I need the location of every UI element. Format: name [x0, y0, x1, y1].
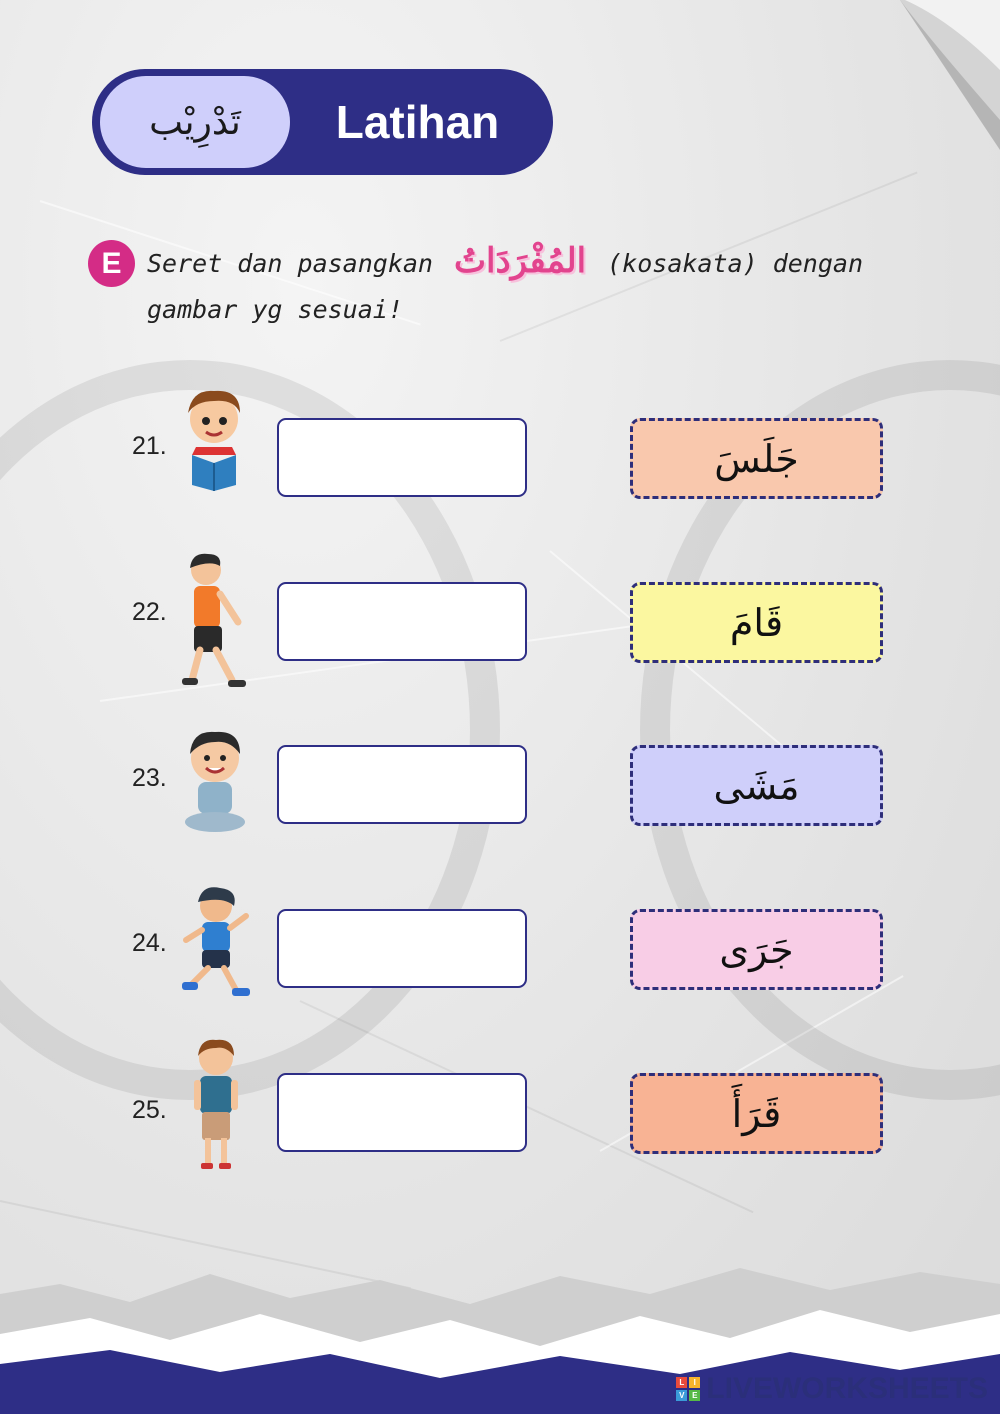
boy-standing-icon [190, 1036, 242, 1172]
boy-sitting-icon [182, 724, 248, 836]
boy-running-icon [178, 884, 254, 1002]
word-card[interactable]: جَرَى [630, 909, 883, 990]
brand-text: LIVEWORKSHEETS [706, 1372, 988, 1405]
boy-reading-book-icon [178, 385, 250, 495]
answer-drop-box-23[interactable] [277, 745, 527, 824]
liveworksheets-brand[interactable] [676, 1372, 988, 1406]
page-curl-corner [790, 0, 1000, 170]
row-number: 23. [132, 764, 167, 792]
row-number: 25. [132, 1096, 167, 1124]
answer-drop-box-25[interactable] [277, 1073, 527, 1152]
instruction-text-before: Seret dan pasangkan [147, 249, 433, 278]
row-number: 24. [132, 929, 167, 957]
word-card[interactable]: مَشَى [630, 745, 883, 826]
boy-walking-icon [180, 550, 252, 695]
word-card[interactable]: قَامَ [630, 582, 883, 663]
instruction-text [147, 238, 927, 333]
row-number: 22. [132, 598, 167, 626]
header-title: Latihan [335, 96, 500, 148]
row-number: 21. [132, 432, 167, 460]
answer-drop-box-21[interactable] [277, 418, 527, 497]
header-arabic-label: تَدْرِيْب [100, 76, 290, 168]
liveworksheets-logo-icon: L I V E [676, 1377, 700, 1401]
word-card[interactable]: قَرَأَ [630, 1073, 883, 1154]
word-card[interactable]: جَلَسَ [630, 418, 883, 499]
answer-drop-box-22[interactable] [277, 582, 527, 661]
instruction-text-after: (kosakata) dengan gambar yg sesuai! [147, 249, 863, 324]
section-badge: E [88, 240, 135, 287]
instruction-arabic-term: المُفْرَدَاتُ [454, 241, 587, 281]
answer-drop-box-24[interactable] [277, 909, 527, 988]
